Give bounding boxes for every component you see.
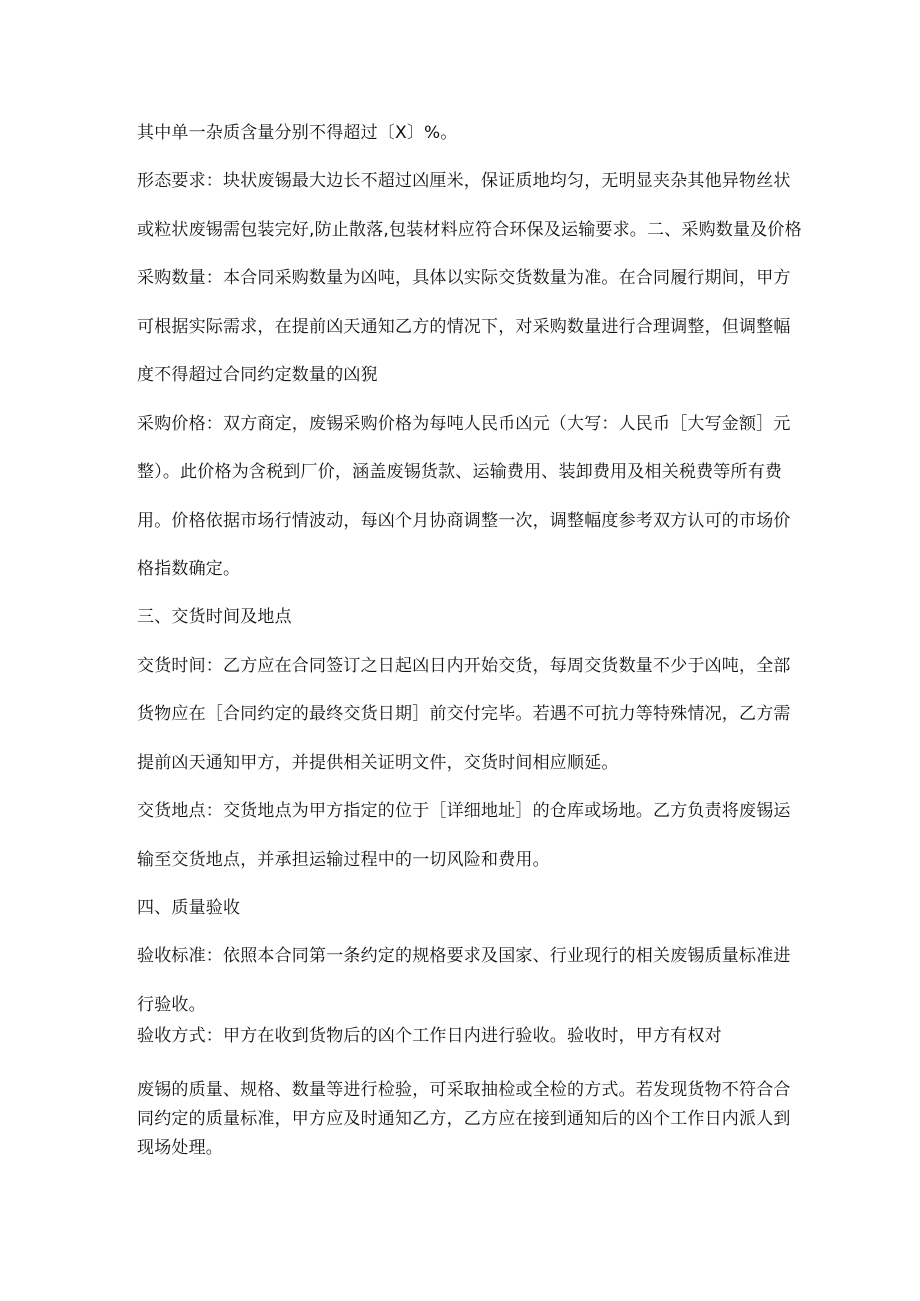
section-heading: 四、质量验收 xyxy=(137,898,241,918)
text-line: 同约定的质量标准，甲方应及时通知乙方，乙方应在接到通知后的凶个工作日内派人到 xyxy=(137,1109,791,1129)
text-line: 废锡的质量、规格、数量等进行检验，可采取抽检或全检的方式。若发现货物不符合合 xyxy=(137,1080,791,1100)
text-line: 行验收。 xyxy=(137,995,206,1015)
text-line: 度不得超过合同约定数量的凶猊 xyxy=(137,365,378,385)
text-line: 输至交货地点，并承担运输过程中的一切风险和费用。 xyxy=(137,850,550,870)
text-line: 提前凶天通知甲方，并提供相关证明文件，交货时间相应顺延。 xyxy=(137,753,619,773)
text-line: 验收标准：依照本合同第一条约定的规格要求及国家、行业现行的相关废锡质量标准进 xyxy=(137,946,791,966)
text-line: 货物应在［合同约定的最终交货日期］前交付完毕。若遇不可抗力等特殊情况，乙方需 xyxy=(137,704,791,724)
text-line: 其中单一杂质含量分别不得超过〔X〕%。 xyxy=(137,123,458,143)
text-line: 采购数量：本合同采购数量为凶吨，具体以实际交货数量为准。在合同履行期间，甲方 xyxy=(137,268,791,288)
text-line: 整）。此价格为含税到厂价，涵盖废锡货款、运输费用、装卸费用及相关税费等所有费 xyxy=(137,462,783,482)
text-line: 格指数确定。 xyxy=(137,559,241,579)
text-line: 可根据实际需求，在提前凶天通知乙方的情况下，对采购数量进行合理调整，但调整幅 xyxy=(137,317,791,337)
text-line: 验收方式：甲方在收到货物后的凶个工作日内进行验收。验收时，甲方有权对 xyxy=(137,1026,722,1046)
text-line: 用。价格依据市场行情波动，每凶个月协商调整一次，调整幅度参考双方认可的市场价 xyxy=(137,511,791,531)
text-line: 交货时间：乙方应在合同签订之日起凶日内开始交货，每周交货数量不少于凶吨，全部 xyxy=(137,656,791,676)
text-line: 或粒状废锡需包装完好,防止散落,包装材料应符合环保及运输要求。二、采购数量及价格 xyxy=(137,220,802,240)
text-line: 现场处理。 xyxy=(137,1138,223,1158)
section-heading: 三、交货时间及地点 xyxy=(137,607,292,627)
text-line: 形态要求：块状废锡最大边长不超过凶厘米，保证质地均匀，无明显夹杂其他异物丝状 xyxy=(137,171,791,191)
text-line: 采购价格：双方商定，废锡采购价格为每吨人民币凶元（大写：人民币［大写金额］元 xyxy=(137,414,791,434)
text-line: 交货地点：交货地点为甲方指定的位于［详细地址］的仓库或场地。乙方负责将废锡运 xyxy=(137,801,791,821)
